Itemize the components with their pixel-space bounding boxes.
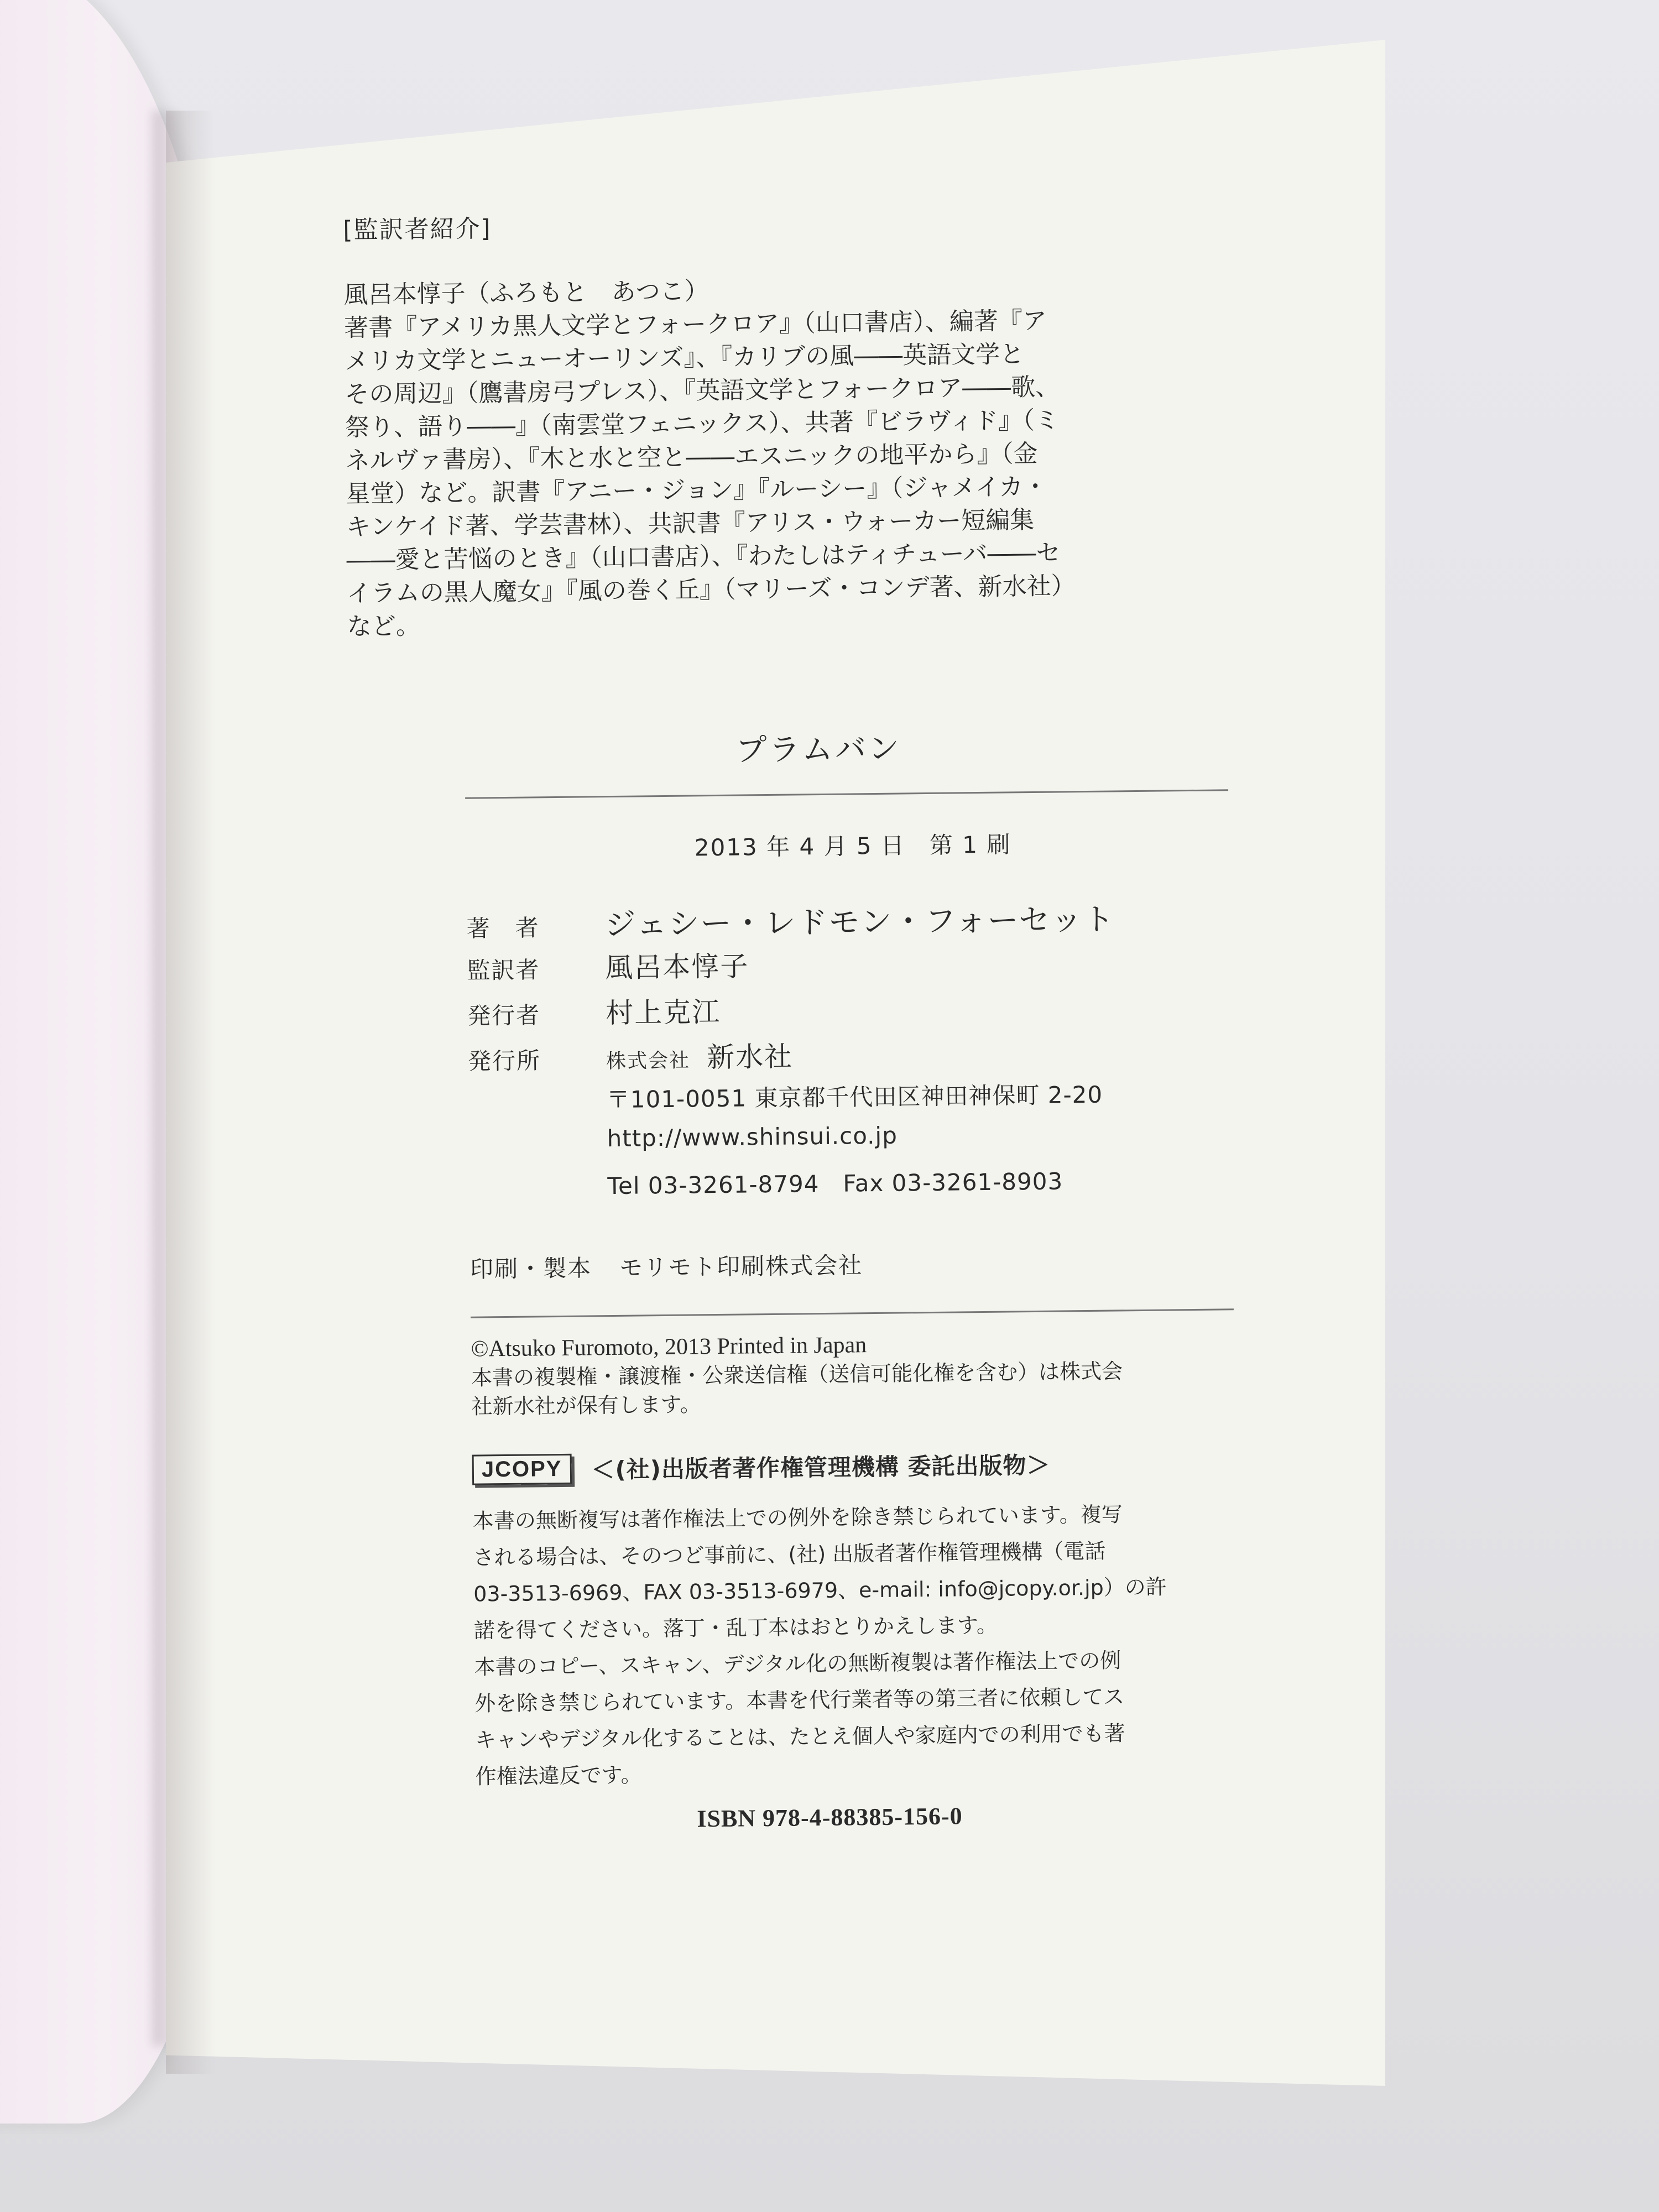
bio-line: その周辺』（鷹書房弓プレス）、『英語文学とフォークロア――歌、	[345, 373, 1060, 409]
isbn: ISBN 978-4-88385-156-0	[697, 1802, 963, 1833]
page-gutter-shadow	[166, 111, 216, 2074]
rights-notice	[471, 1355, 1246, 1421]
bio-line: 祭り、語り――』（南雲堂フェニックス）、共著『ビラヴィド』（ミ	[345, 406, 1060, 442]
credits	[466, 894, 1244, 1213]
supervisor-row	[467, 939, 1241, 993]
bio-heading: [監訳者紹介]	[343, 215, 492, 244]
printer-row	[470, 1243, 1245, 1285]
bio-line: など。	[347, 612, 421, 641]
notice-line: キャンやデジタル化することは、たとえ個人や家庭内での利用でも著	[474, 1721, 1125, 1752]
notice-line: される場合は、そのつど事前に、(社) 出版者著作権管理機構（電話	[473, 1538, 1106, 1570]
publishing-house-label: 発行所	[467, 1047, 541, 1075]
bio-line: メリカ文学とニューオーリンズ』、『カリブの風――英語文学と	[344, 340, 1025, 375]
author-label: 著 者	[466, 914, 540, 942]
notice-line: 03-3513-6969、FAX 03-3513-6979、e-mail: info@jcopy.or.jp）の許	[473, 1574, 1167, 1606]
bio-block	[343, 269, 1243, 644]
publisher-address: 〒101-0051 東京都千代田区神田神保町 2-20	[606, 1081, 1103, 1114]
copy-notice	[472, 1495, 1249, 1795]
publisher-label: 発行者	[467, 1001, 541, 1030]
bio-line: イラムの黒人魔女』『風の巻く丘』（マリーズ・コンデ著、新水社）	[346, 572, 1076, 608]
author-name: ジェシー・レドモン・フォーセット	[604, 901, 1115, 943]
rights-line: 本書の複製権・譲渡権・公衆送信権（送信可能化権を含む）は株式会	[471, 1359, 1123, 1390]
printer-name: モリモト印刷株式会社	[619, 1251, 863, 1281]
bio-line: キンケイド著、学芸書林）、共訳書『アリス・ウォーカー短編集	[346, 505, 1035, 541]
publisher-name: 村上克江	[605, 995, 721, 1030]
supervisor-name: 風呂本惇子	[605, 950, 749, 984]
colophon-rule-bottom	[471, 1308, 1234, 1318]
bio-line: ネルヴァ書房）、『木と水と空と――エスニックの地平から』（金	[345, 439, 1038, 475]
notice-line: 本書の無断複写は著作権法上での例外を除き禁じられています。複写	[472, 1502, 1123, 1533]
publisher-url: http://www.shinsui.co.jp	[607, 1121, 898, 1152]
publishing-house-row	[468, 1030, 1243, 1083]
bio-line: 星堂）など。訳書『アニー・ジョン』『ルーシー』（ジャメイカ・	[346, 472, 1048, 508]
copyright-line: ©Atsuko Furomoto, 2013 Printed in Japan	[471, 1332, 867, 1362]
jcopy-logo: JCOPY	[472, 1453, 572, 1485]
notice-line: 外を除き禁じられています。本書を代行業者等の第三者に依頼してス	[474, 1684, 1125, 1716]
publishing-house-name	[606, 1035, 794, 1077]
printer-label: 印刷・製本	[469, 1254, 592, 1283]
publisher-phone: Tel 03-3261-8794 Fax 03-3261-8903	[607, 1167, 1063, 1200]
jcopy-text: ＜(社)出版者著作権管理機構 委託出版物＞	[591, 1451, 1051, 1484]
bio-line: 風呂本惇子（ふろもと あつこ）	[343, 277, 709, 309]
jcopy-row	[472, 1445, 1247, 1486]
company-name: 新水社	[706, 1040, 794, 1074]
supervisor-label: 監訳者	[467, 956, 540, 984]
colophon	[465, 721, 1250, 1835]
print-date: 2013 年 4 月 5 日 第 1 刷	[694, 831, 1011, 862]
notice-line: 諾を得てください。落丁・乱丁本はおとりかえします。	[473, 1613, 998, 1643]
rights-line: 社新水社が保有します。	[471, 1392, 701, 1419]
publisher-row	[467, 984, 1242, 1038]
company-prefix: 株式会社	[606, 1049, 691, 1073]
page-content	[343, 201, 1243, 1833]
bio-line: ――愛と苦悩のとき』（山口書店）、『わたしはティチューバ――セ	[346, 539, 1061, 575]
bio-line: 著書『アメリカ黒人文学とフォークロア』（山口書店）、編著『ア	[343, 306, 1047, 342]
notice-line: 作権法違反です。	[475, 1762, 642, 1789]
author-row	[466, 894, 1241, 947]
colophon-rule-top	[465, 789, 1228, 799]
notice-line: 本書のコピー、スキャン、デジタル化の無断複製は著作権法上での例	[474, 1648, 1121, 1679]
book-title: プラムバン	[735, 731, 902, 769]
